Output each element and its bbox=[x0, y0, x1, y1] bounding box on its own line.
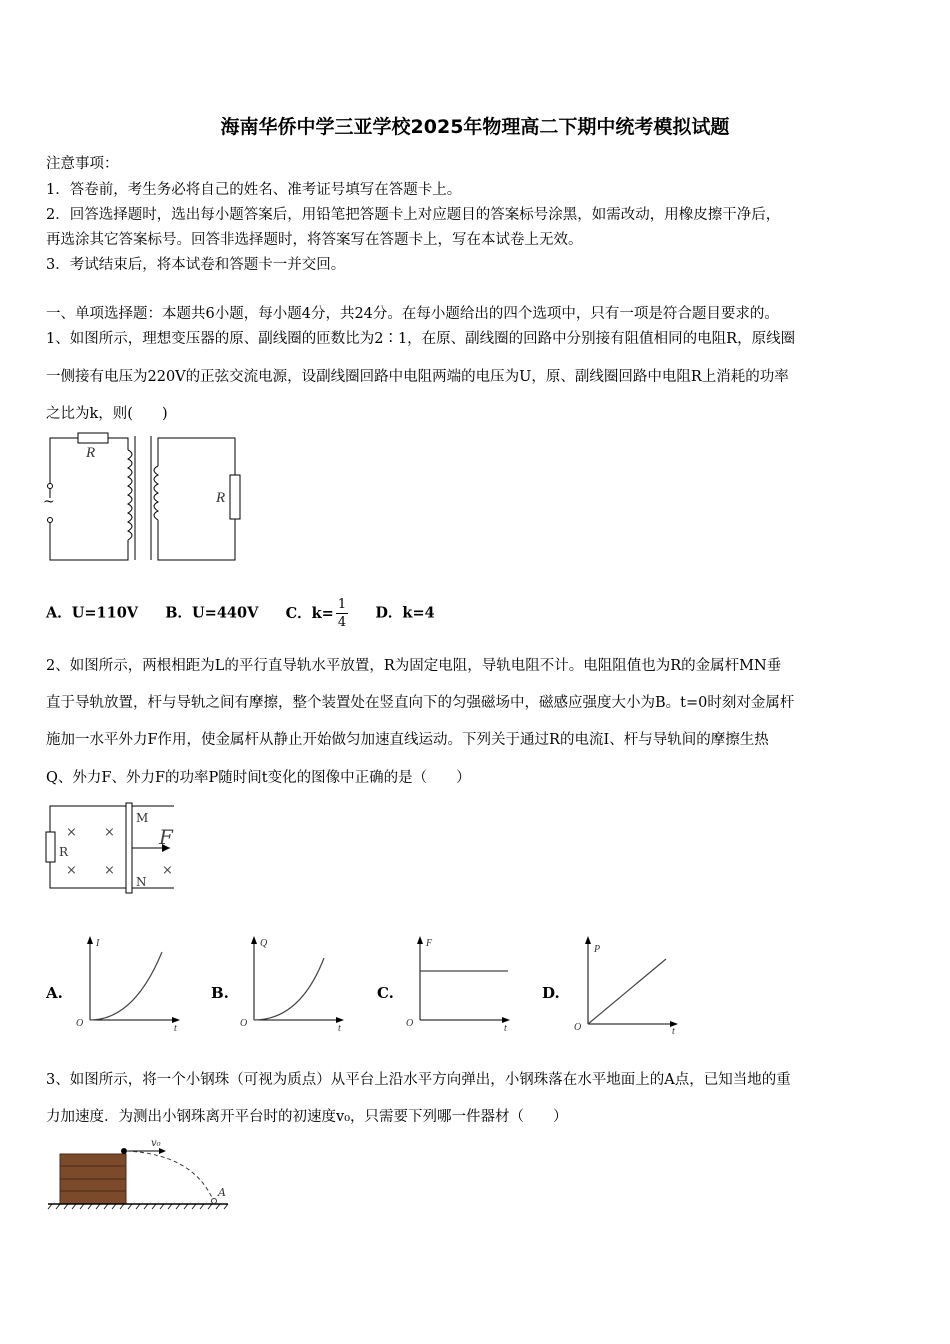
q1-option-a[interactable]: A．U=110V bbox=[46, 604, 139, 622]
field-mark: × bbox=[162, 863, 173, 878]
q1-option-d[interactable]: D．k=4 bbox=[375, 604, 435, 622]
q2-option-d-label[interactable]: D. bbox=[542, 984, 560, 1002]
secondary-resistor bbox=[230, 475, 240, 519]
point-a-label: A bbox=[218, 1186, 226, 1199]
q3-line-2: 力加速度．为测出小钢珠离开平台时的初速度v₀，只需要下列哪一件器材（ ） bbox=[46, 1109, 568, 1125]
primary-resistor bbox=[78, 433, 108, 443]
q2-option-a-label[interactable]: A. bbox=[46, 984, 63, 1002]
q1-line-2: 一侧接有电压为220V的正弦交流电源，设副线圈回路中电阻两端的电压为U，原、副线圈回路中电阻R上消耗的功率 bbox=[46, 369, 789, 385]
q1-line-1: 1、如图所示，理想变压器的原、副线圈的匝数比为2∶1，在原、副线圈的回路中分别接有阻值相同的电阻R，原线圈 bbox=[46, 331, 796, 347]
q2-line-4: Q、外力F、外力F的功率P随时间t变化的图像中正确的是（ ） bbox=[46, 770, 471, 786]
notice-item-2: 2．回答选择题时，选出每小题答案后，用铅笔把答题卡上对应题目的答案标号涂黑，如需改动，用橡皮擦干净后， bbox=[46, 207, 781, 223]
q1-option-c[interactable] bbox=[285, 597, 353, 630]
q1-line-3: 之比为k，则( ) bbox=[46, 406, 168, 422]
rail-magnetic-field-figure bbox=[44, 800, 184, 896]
notice-item-2-cont: 再选涂其它答案标号。回答非选择题时，将答案写在答题卡上，写在本试卷上无效。 bbox=[46, 232, 583, 248]
notice-heading: 注意事项： bbox=[46, 156, 119, 172]
svg-text:O: O bbox=[240, 1018, 248, 1029]
svg-text:F: F bbox=[426, 938, 433, 949]
q1-options bbox=[46, 598, 908, 629]
q1-option-c-label: C．k= bbox=[285, 604, 334, 622]
secondary-resistor-label: R bbox=[216, 490, 226, 506]
notice-item-1: 1．答卷前，考生务必将自己的姓名、准考证号填写在答题卡上。 bbox=[46, 182, 462, 198]
q2-line-1: 2、如图所示，两根相距为L的平行直导轨水平放置，R为固定电阻，导轨电阻不计。电阻阻值也为R的金属杆MN垂 bbox=[46, 658, 782, 674]
svg-text:O: O bbox=[406, 1018, 414, 1029]
curve-current bbox=[90, 952, 162, 1020]
trajectory bbox=[126, 1151, 214, 1202]
svg-text:t: t bbox=[338, 1023, 341, 1034]
svg-text:O: O bbox=[574, 1022, 582, 1033]
q2-option-a-graph[interactable] bbox=[74, 932, 184, 1032]
velocity-label: v₀ bbox=[151, 1138, 161, 1149]
q2-option-b-graph[interactable] bbox=[238, 932, 348, 1032]
svg-text:Q: Q bbox=[260, 938, 268, 949]
fixed-resistor bbox=[46, 832, 55, 862]
field-mark: × bbox=[104, 825, 115, 840]
force-label: F bbox=[159, 825, 173, 849]
metal-rod bbox=[126, 803, 132, 893]
notice-item-3: 3．考试结束后，将本试卷和答题卡一并交回。 bbox=[46, 257, 346, 273]
projectile-figure bbox=[44, 1134, 234, 1214]
fixed-resistor-label: R bbox=[59, 845, 69, 859]
section-heading: 一、单项选择题：本题共6小题，每小题4分，共24分。在每小题给出的四个选项中，只有一项是符合题目要求的。 bbox=[46, 306, 779, 322]
q3-line-1: 3、如图所示，将一个小钢珠（可视为质点）从平台上沿水平方向弹出，小钢珠落在水平地面上的A点，已知当地的重 bbox=[46, 1072, 791, 1088]
source-terminal-bottom bbox=[48, 518, 53, 523]
rod-end-m: M bbox=[136, 811, 149, 825]
svg-text:O: O bbox=[76, 1018, 84, 1029]
svg-text:P: P bbox=[594, 944, 601, 955]
ac-source-symbol: ~ bbox=[43, 494, 55, 510]
q2-option-d-graph[interactable] bbox=[572, 932, 682, 1037]
primary-resistor-label: R bbox=[86, 445, 96, 461]
svg-text:t: t bbox=[174, 1023, 177, 1034]
q2-option-c-label[interactable]: C. bbox=[377, 984, 394, 1002]
svg-text:I: I bbox=[96, 938, 100, 949]
q2-line-3: 施加一水平外力F作用，使金属杆从静止开始做匀加速直线运动。下列关于通过R的电流I、杆与导轨间的摩擦生热 bbox=[46, 732, 769, 748]
field-mark: × bbox=[66, 825, 77, 840]
curve-heat bbox=[254, 958, 324, 1020]
q2-line-2: 直于导轨放置，杆与导轨之间有摩擦，整个装置处在竖直向下的匀强磁场中，磁感应强度大小为B。t=0时刻对金属杆 bbox=[46, 695, 795, 711]
transformer-circuit-figure bbox=[40, 428, 250, 568]
field-mark: × bbox=[104, 863, 115, 878]
q1-option-c-fraction: $\frac{1}{4}$ bbox=[337, 597, 347, 630]
svg-text:t: t bbox=[504, 1023, 507, 1034]
landing-point bbox=[212, 1199, 217, 1204]
q1-option-b[interactable]: B．U=440V bbox=[165, 604, 259, 622]
q2-option-c-graph[interactable] bbox=[404, 932, 514, 1032]
rod-end-n: N bbox=[136, 875, 147, 889]
curve-power bbox=[588, 959, 666, 1024]
source-terminal-top bbox=[48, 484, 53, 489]
page-title: 海南华侨中学三亚学校2025年物理高二下期中统考模拟试题 bbox=[220, 116, 730, 138]
q2-option-b-label[interactable]: B. bbox=[211, 984, 229, 1002]
field-mark: × bbox=[66, 863, 77, 878]
svg-text:t: t bbox=[672, 1026, 675, 1037]
